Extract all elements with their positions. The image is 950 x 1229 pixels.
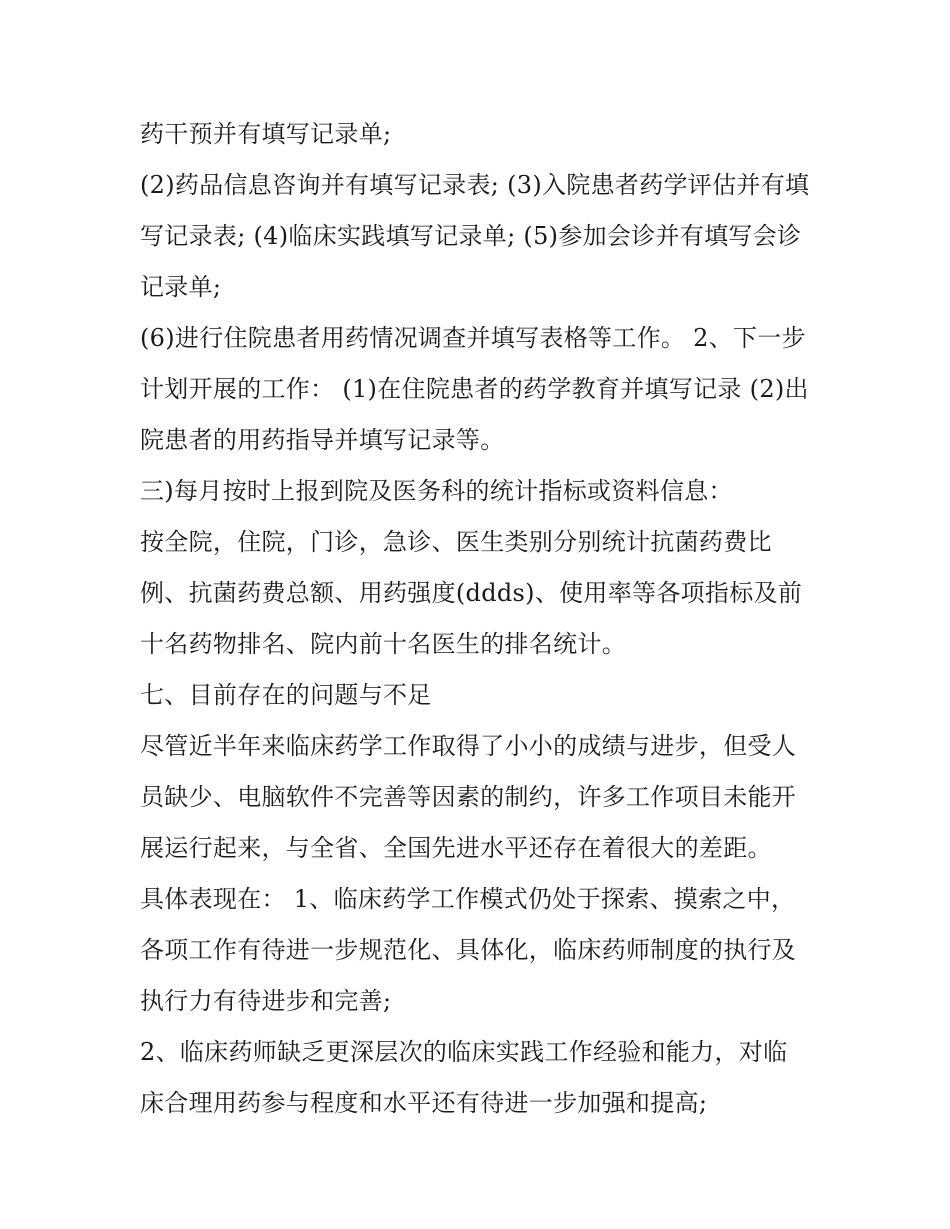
text-line: 按全院，住院，门诊，急诊、医生类别分别统计抗菌药费比 <box>140 528 772 556</box>
text-line: 执行力有待进步和完善; <box>140 987 392 1015</box>
text-line: 展运行起来，与全省、全国先进水平还存在着很大的差距。 <box>140 834 772 862</box>
text-line: 记录单; <box>140 273 222 301</box>
text-line: (6)进行住院患者用药情况调查并填写表格等工作。 2、下一步 <box>140 324 806 352</box>
document-body <box>140 109 830 1129</box>
text-line: 写记录表; (4)临床实践填写记录单; (5)参加会诊并有填写会诊 <box>140 222 802 250</box>
text-line: 2、临床药师缺乏更深层次的临床实践工作经验和能力，对临 <box>140 1038 788 1066</box>
text-line: 药干预并有填写记录单; <box>140 120 392 148</box>
text-line: 各项工作有待进一步规范化、具体化，临床药师制度的执行及 <box>140 936 797 964</box>
text-line: 尽管近半年来临床药学工作取得了小小的成绩与进步，但受人 <box>140 732 797 760</box>
text-line: 具体表现在： 1、临床药学工作模式仍处于探索、摸索之中， <box>140 885 796 913</box>
text-line: 床合理用药参与程度和水平还有待进一步加强和提高; <box>140 1089 708 1117</box>
text-line: 院患者的用药指导并填写记录等。 <box>140 426 505 454</box>
text-line: 员缺少、电脑软件不完善等因素的制约，许多工作项目未能开 <box>140 783 797 811</box>
text-line: 计划开展的工作： (1)在住院患者的药学教育并填写记录 (2)出 <box>140 375 809 403</box>
section-heading: 七、目前存在的问题与不足 <box>140 681 432 709</box>
text-line: (2)药品信息咨询并有填写记录表; (3)入院患者药学评估并有填 <box>140 171 810 199</box>
text-line: 例、抗菌药费总额、用药强度(ddds)、使用率等各项指标及前 <box>140 579 803 607</box>
text-line: 十名药物排名、院内前十名医生的排名统计。 <box>140 630 626 658</box>
section-heading: 三)每月按时上报到院及医务科的统计指标或资料信息： <box>140 477 733 505</box>
